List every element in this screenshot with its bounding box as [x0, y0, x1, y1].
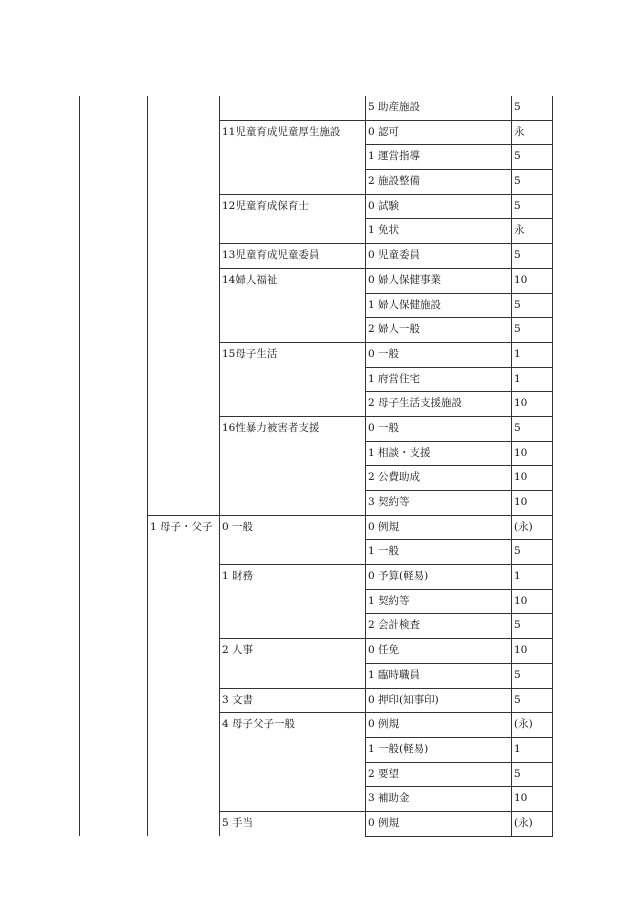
item-cell: 2 婦人一般 — [366, 318, 512, 343]
table-row — [80, 392, 553, 417]
retention-cell: 5 — [512, 244, 553, 269]
table-row — [80, 219, 553, 244]
subcategory-cell — [220, 318, 366, 343]
retention-cell: 5 — [512, 170, 553, 195]
category-cell — [148, 170, 220, 195]
retention-cell: 5 — [512, 540, 553, 565]
subcategory-cell — [220, 367, 366, 392]
section-cell — [80, 762, 148, 787]
item-cell: 0 一般 — [366, 342, 512, 367]
subcategory-cell — [220, 663, 366, 688]
table-row — [80, 614, 553, 639]
retention-cell: 10 — [512, 268, 553, 293]
item-cell: 0 児童委員 — [366, 244, 512, 269]
subcategory-cell: 0 一般 — [220, 515, 366, 540]
subcategory-cell: 16性暴力被害者支援 — [220, 416, 366, 441]
table-row — [80, 466, 553, 491]
section-cell — [80, 565, 148, 590]
item-cell: 1 婦人保健施設 — [366, 293, 512, 318]
section-cell — [80, 466, 148, 491]
category-cell — [148, 367, 220, 392]
subcategory-cell: 4 母子父子一般 — [220, 713, 366, 738]
subcategory-cell — [220, 170, 366, 195]
category-cell — [148, 268, 220, 293]
section-cell — [80, 293, 148, 318]
category-cell — [148, 589, 220, 614]
category-cell — [148, 244, 220, 269]
retention-table — [79, 96, 553, 837]
category-cell — [148, 120, 220, 145]
category-cell — [148, 342, 220, 367]
table-row — [80, 96, 553, 120]
table-row — [80, 663, 553, 688]
table-row — [80, 713, 553, 738]
item-cell: 0 認可 — [366, 120, 512, 145]
subcategory-cell — [220, 466, 366, 491]
category-cell — [148, 737, 220, 762]
section-cell — [80, 688, 148, 713]
item-cell: 2 公費助成 — [366, 466, 512, 491]
subcategory-cell — [220, 441, 366, 466]
section-cell — [80, 392, 148, 417]
section-cell — [80, 120, 148, 145]
section-cell — [80, 663, 148, 688]
retention-cell: 永 — [512, 120, 553, 145]
section-cell — [80, 318, 148, 343]
retention-cell: 10 — [512, 392, 553, 417]
retention-cell: 1 — [512, 367, 553, 392]
category-cell — [148, 540, 220, 565]
section-cell — [80, 342, 148, 367]
section-cell — [80, 515, 148, 540]
subcategory-cell — [220, 491, 366, 516]
category-cell — [148, 318, 220, 343]
retention-cell: 5 — [512, 293, 553, 318]
section-cell — [80, 713, 148, 738]
subcategory-cell: 14婦人福祉 — [220, 268, 366, 293]
retention-cell: 10 — [512, 466, 553, 491]
subcategory-cell: 1 財務 — [220, 565, 366, 590]
item-cell: 0 例規 — [366, 713, 512, 738]
item-cell: 0 例規 — [366, 811, 512, 836]
category-cell — [148, 614, 220, 639]
table-body — [80, 96, 553, 836]
retention-cell: 5 — [512, 688, 553, 713]
section-cell — [80, 244, 148, 269]
table-row — [80, 565, 553, 590]
retention-cell: 10 — [512, 787, 553, 812]
category-cell — [148, 145, 220, 170]
category-cell — [148, 416, 220, 441]
table-row — [80, 639, 553, 664]
subcategory-cell — [220, 96, 366, 120]
item-cell: 2 母子生活支援施設 — [366, 392, 512, 417]
item-cell: 0 一般 — [366, 416, 512, 441]
retention-cell: 10 — [512, 589, 553, 614]
retention-cell: (永) — [512, 713, 553, 738]
category-cell — [148, 811, 220, 836]
category-cell — [148, 219, 220, 244]
section-cell — [80, 145, 148, 170]
item-cell: 1 契約等 — [366, 589, 512, 614]
table-row — [80, 540, 553, 565]
category-cell — [148, 639, 220, 664]
subcategory-cell: 3 文書 — [220, 688, 366, 713]
item-cell: 3 契約等 — [366, 491, 512, 516]
item-cell: 1 府営住宅 — [366, 367, 512, 392]
category-cell — [148, 466, 220, 491]
item-cell: 0 押印(知事印) — [366, 688, 512, 713]
section-cell — [80, 96, 148, 120]
category-cell — [148, 565, 220, 590]
table-row — [80, 145, 553, 170]
category-cell — [148, 293, 220, 318]
subcategory-cell — [220, 219, 366, 244]
retention-cell: 1 — [512, 565, 553, 590]
category-cell — [148, 441, 220, 466]
table-row — [80, 367, 553, 392]
table-row — [80, 194, 553, 219]
section-cell — [80, 811, 148, 836]
category-cell — [148, 762, 220, 787]
subcategory-cell — [220, 293, 366, 318]
retention-cell: 永 — [512, 219, 553, 244]
retention-cell: 5 — [512, 318, 553, 343]
section-cell — [80, 416, 148, 441]
table-row — [80, 416, 553, 441]
item-cell: 2 会計検査 — [366, 614, 512, 639]
section-cell — [80, 441, 148, 466]
subcategory-cell: 11児童育成児童厚生施設 — [220, 120, 366, 145]
item-cell: 2 要望 — [366, 762, 512, 787]
category-cell — [148, 491, 220, 516]
subcategory-cell — [220, 540, 366, 565]
retention-cell: 5 — [512, 96, 553, 120]
item-cell: 2 施設整備 — [366, 170, 512, 195]
table-row — [80, 120, 553, 145]
item-cell: 5 助産施設 — [366, 96, 512, 120]
item-cell: 0 試験 — [366, 194, 512, 219]
item-cell: 0 予算(軽易) — [366, 565, 512, 590]
table-row — [80, 491, 553, 516]
item-cell: 1 運営指導 — [366, 145, 512, 170]
retention-cell: 1 — [512, 342, 553, 367]
section-cell — [80, 639, 148, 664]
table-row — [80, 811, 553, 836]
retention-cell: 5 — [512, 194, 553, 219]
retention-cell: 10 — [512, 491, 553, 516]
table-row — [80, 441, 553, 466]
item-cell: 1 免状 — [366, 219, 512, 244]
section-cell — [80, 787, 148, 812]
item-cell: 1 一般 — [366, 540, 512, 565]
retention-cell: 10 — [512, 639, 553, 664]
item-cell: 0 例規 — [366, 515, 512, 540]
retention-cell: 1 — [512, 737, 553, 762]
table-row — [80, 268, 553, 293]
section-cell — [80, 367, 148, 392]
subcategory-cell — [220, 145, 366, 170]
table-row — [80, 293, 553, 318]
category-cell: 1 母子・父子 — [148, 515, 220, 540]
section-cell — [80, 170, 148, 195]
category-cell — [148, 787, 220, 812]
item-cell: 0 任免 — [366, 639, 512, 664]
section-cell — [80, 268, 148, 293]
retention-cell: 5 — [512, 416, 553, 441]
section-cell — [80, 194, 148, 219]
table-row — [80, 589, 553, 614]
category-cell — [148, 713, 220, 738]
subcategory-cell — [220, 787, 366, 812]
section-cell — [80, 540, 148, 565]
subcategory-cell: 12児童育成保育士 — [220, 194, 366, 219]
table-row — [80, 787, 553, 812]
subcategory-cell — [220, 589, 366, 614]
retention-cell: 10 — [512, 441, 553, 466]
section-cell — [80, 589, 148, 614]
category-cell — [148, 663, 220, 688]
subcategory-cell: 2 人事 — [220, 639, 366, 664]
item-cell: 0 婦人保健事業 — [366, 268, 512, 293]
retention-cell: 5 — [512, 145, 553, 170]
section-cell — [80, 614, 148, 639]
item-cell: 1 相談・支援 — [366, 441, 512, 466]
subcategory-cell — [220, 614, 366, 639]
item-cell: 1 臨時職員 — [366, 663, 512, 688]
subcategory-cell — [220, 762, 366, 787]
category-cell — [148, 688, 220, 713]
subcategory-cell: 15母子生活 — [220, 342, 366, 367]
table-row — [80, 762, 553, 787]
category-cell — [148, 392, 220, 417]
retention-cell: 5 — [512, 762, 553, 787]
retention-cell: 5 — [512, 663, 553, 688]
subcategory-cell: 5 手当 — [220, 811, 366, 836]
subcategory-cell — [220, 392, 366, 417]
item-cell: 3 補助金 — [366, 787, 512, 812]
retention-cell: (永) — [512, 811, 553, 836]
category-cell — [148, 96, 220, 120]
table-row — [80, 737, 553, 762]
table-row — [80, 244, 553, 269]
retention-cell: 5 — [512, 614, 553, 639]
section-cell — [80, 491, 148, 516]
item-cell: 1 一般(軽易) — [366, 737, 512, 762]
table-row — [80, 170, 553, 195]
category-cell — [148, 194, 220, 219]
table-row — [80, 515, 553, 540]
section-cell — [80, 219, 148, 244]
table-row — [80, 342, 553, 367]
table-row — [80, 318, 553, 343]
section-cell — [80, 737, 148, 762]
subcategory-cell — [220, 737, 366, 762]
table-row — [80, 688, 553, 713]
subcategory-cell: 13児童育成児童委員 — [220, 244, 366, 269]
retention-cell: (永) — [512, 515, 553, 540]
